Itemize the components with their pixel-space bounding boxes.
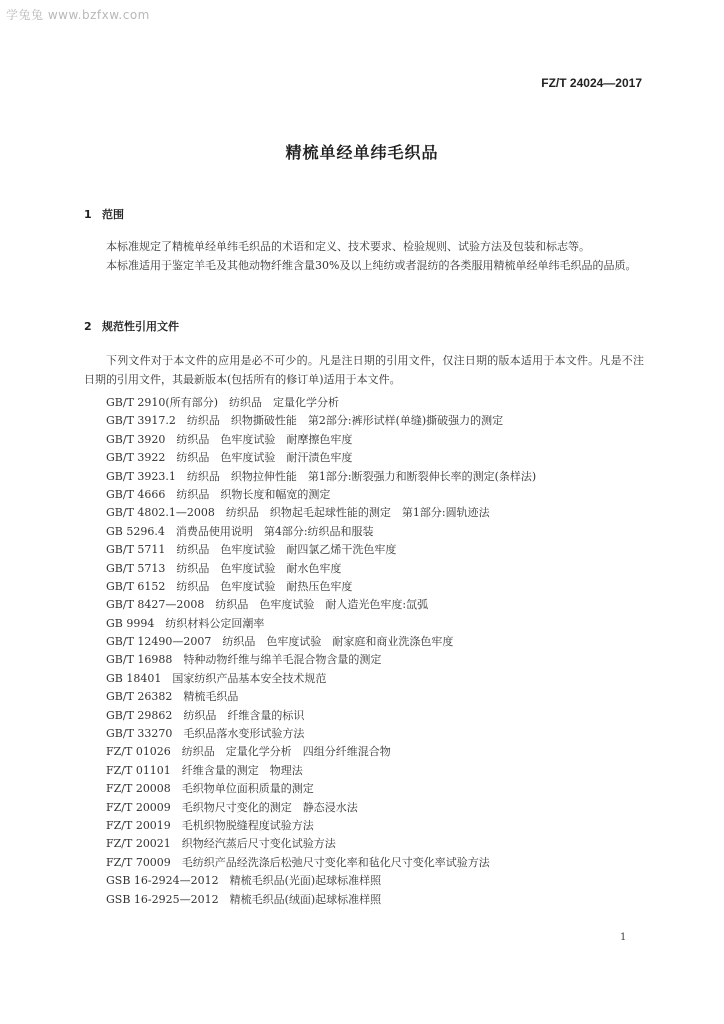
reference-item: GSB 16-2924—2012 精梳毛织品(光面)起球标准样照	[106, 874, 382, 888]
reference-item: GB/T 6152 纺织品 色牢度试验 耐热压色牢度	[106, 579, 353, 593]
section-2-heading	[84, 318, 179, 334]
section-1-heading	[84, 206, 124, 222]
document-title: 精梳单经单纬毛织品	[285, 143, 439, 162]
standard-code: FZ/T 24024—2017	[541, 76, 642, 90]
reference-item: GB 9994 纺织材料公定回潮率	[106, 616, 265, 630]
references-intro-paragraph: 下列文件对于本文件的应用是必不可少的。凡是注日期的引用文件，仅注日期的版本适用于本文件。凡是不注日期的引用文件，其最新版本(包括所有的修订单)适用于本文件。	[84, 354, 644, 386]
section-number: 2	[84, 320, 92, 333]
reference-item: FZ/T 20009 毛织物尺寸变化的测定 静态浸水法	[106, 800, 358, 814]
reference-item: GB/T 8427—2008 纺织品 色牢度试验 耐人造光色牢度:氙弧	[106, 598, 429, 612]
reference-item: GB/T 26382 精梳毛织品	[106, 690, 239, 704]
section-number: 1	[84, 208, 92, 221]
reference-item: GB/T 5711 纺织品 色牢度试验 耐四氯乙烯干洗色牢度	[106, 543, 397, 557]
reference-item: GB/T 3920 纺织品 色牢度试验 耐摩擦色牢度	[106, 432, 353, 446]
reference-item: FZ/T 01026 纺织品 定量化学分析 四组分纤维混合物	[106, 745, 391, 759]
reference-item: FZ/T 20019 毛机织物脱缝程度试验方法	[106, 818, 314, 832]
reference-item: GB/T 33270 毛织品落水变形试验方法	[106, 727, 305, 741]
reference-item: FZ/T 20008 毛织物单位面积质量的测定	[106, 782, 314, 796]
reference-item: FZ/T 70009 毛纺织产品经洗涤后松弛尺寸变化率和毡化尺寸变化率试验方法	[106, 855, 490, 869]
reference-item: GB 5296.4 消费品使用说明 第4部分:纺织品和服装	[106, 524, 374, 538]
section-title: 范围	[102, 208, 124, 221]
reference-item: GB/T 3923.1 纺织品 织物拉伸性能 第1部分:断裂强力和断裂伸长率的测定(条样法)	[106, 469, 537, 483]
reference-item: GB/T 3922 纺织品 色牢度试验 耐汗渍色牢度	[106, 451, 353, 465]
reference-item: GB/T 4666 纺织品 织物长度和幅宽的测定	[106, 487, 331, 501]
reference-item: FZ/T 01101 纤维含量的测定 物理法	[106, 763, 303, 777]
reference-item: GB/T 5713 纺织品 色牢度试验 耐水色牢度	[106, 561, 342, 575]
scope-paragraph-1: 本标准规定了精梳单经单纬毛织品的术语和定义、技术要求、检验规则、试验方法及包装和标志等。	[106, 240, 590, 253]
reference-item: GB 18401 国家纺织产品基本安全技术规范	[106, 671, 327, 685]
scope-paragraph-2: 本标准适用于鉴定羊毛及其他动物纤维含量30%及以上纯纺或者混纺的各类服用精梳单经单纬毛织品的品质。	[106, 259, 637, 272]
page-number: 1	[620, 932, 627, 943]
reference-item: GB/T 2910(所有部分) 纺织品 定量化学分析	[106, 396, 339, 409]
reference-item: GB/T 4802.1—2008 纺织品 织物起毛起球性能的测定 第1部分:圆轨迹法	[106, 506, 490, 520]
reference-item: GB/T 29862 纺织品 纤维含量的标识	[106, 708, 305, 722]
reference-item: GB/T 16988 特种动物纤维与绵羊毛混合物含量的测定	[106, 653, 382, 667]
reference-item: GB/T 12490—2007 纺织品 色牢度试验 耐家庭和商业洗涤色牢度	[106, 635, 454, 649]
normative-reference-list	[106, 394, 536, 909]
reference-item: GSB 16-2925—2012 精梳毛织品(绒面)起球标准样照	[106, 892, 382, 906]
reference-item: FZ/T 20021 织物经汽蒸后尺寸变化试验方法	[106, 837, 336, 851]
reference-item: GB/T 3917.2 纺织品 织物撕破性能 第2部分:裤形试样(单缝)撕破强力的测定	[106, 414, 504, 428]
section-title: 规范性引用文件	[102, 320, 179, 333]
watermark: 学兔兔 www.bzfxw.com	[6, 8, 150, 22]
